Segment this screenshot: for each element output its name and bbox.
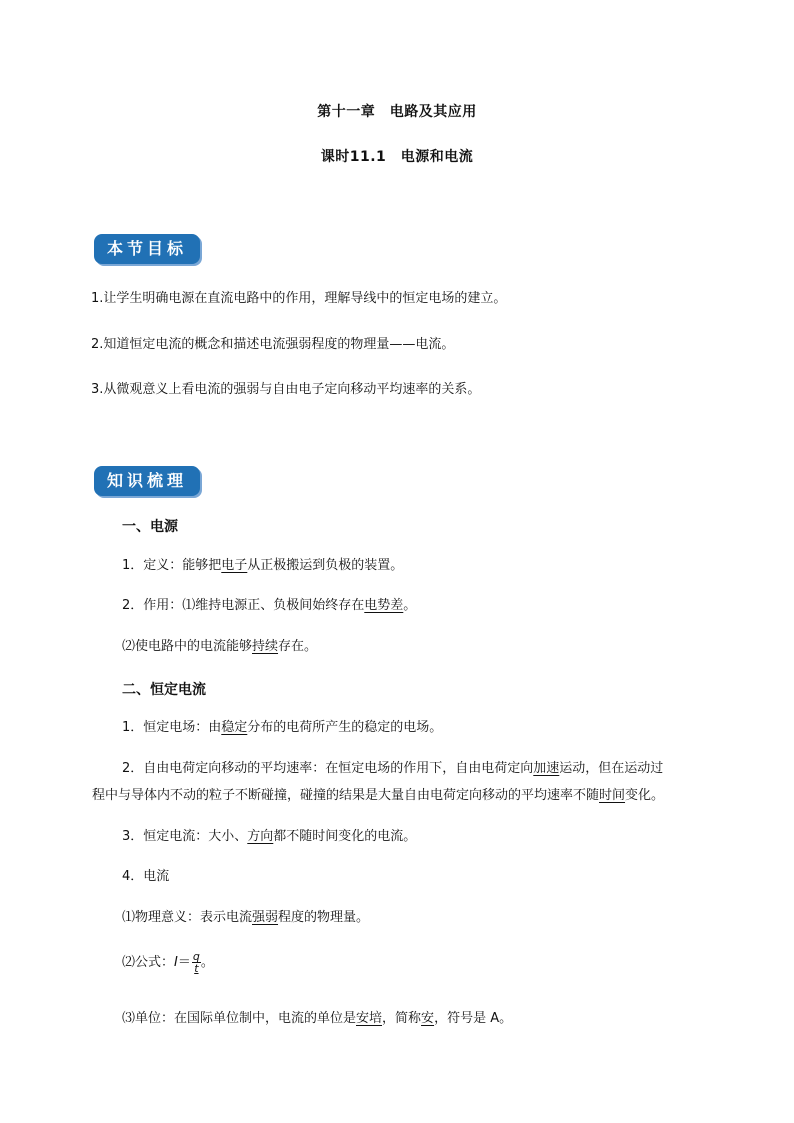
goal-item-3: 3.从微观意义上看电流的强弱与自由电子定向移动平均速率的关系。 bbox=[91, 382, 481, 397]
drift-speed-line-2: 程中与导体内不动的粒子不断碰撞，碰撞的结果是大量自由电荷定向移动的平均速率不随时间变化。 bbox=[92, 788, 665, 803]
definition-line: 1．定义：能够把电子从正极搬运到负极的装置。 bbox=[122, 558, 404, 573]
steady-current-line: 3．恒定电流：大小、方向都不随时间变化的电流。 bbox=[122, 829, 417, 844]
goals-badge: 本节目标 bbox=[94, 234, 200, 264]
current-heading: 4．电流 bbox=[122, 869, 170, 884]
goal-item-2: 2.知道恒定电流的概念和描述电流强弱程度的物理量——电流。 bbox=[91, 337, 455, 352]
physical-meaning-line: ⑴物理意义：表示电流强弱程度的物理量。 bbox=[122, 910, 370, 925]
drift-speed-line: 2．自由电荷定向移动的平均速率：在恒定电场的作用下，自由电荷定向加速运动，但在运动过 bbox=[122, 761, 664, 776]
formula-symbol-i: I bbox=[174, 955, 178, 970]
function-line: 2．作用：⑴维持电源正、负极间始终存在电势差。 bbox=[122, 598, 417, 613]
formula-line: ⑵公式：I＝ $\frac{q}{t}$ 。 bbox=[122, 950, 214, 975]
chapter-title: 第十一章 电路及其应用 bbox=[317, 104, 477, 120]
lesson-title: 课时11.1 电源和电流 bbox=[320, 149, 474, 165]
steady-field-line: 1．恒定电场：由稳定分布的电荷所产生的稳定的电场。 bbox=[122, 720, 443, 735]
unit-line: ⑶单位：在国际单位制中，电流的单位是安培，简称安，符号是 A。 bbox=[122, 1011, 513, 1026]
goal-item-1: 1.让学生明确电源在直流电路中的作用，理解导线中的恒定电场的建立。 bbox=[91, 291, 507, 306]
knowledge-badge: 知识梳理 bbox=[94, 466, 200, 496]
formula-fraction: $\frac{q}{t}$ bbox=[192, 950, 200, 975]
section-steady-current: 二、恒定电流 bbox=[122, 682, 206, 698]
section-power-source: 一、电源 bbox=[122, 519, 178, 535]
function-line-2: ⑵使电路中的电流能够持续存在。 bbox=[122, 639, 318, 654]
